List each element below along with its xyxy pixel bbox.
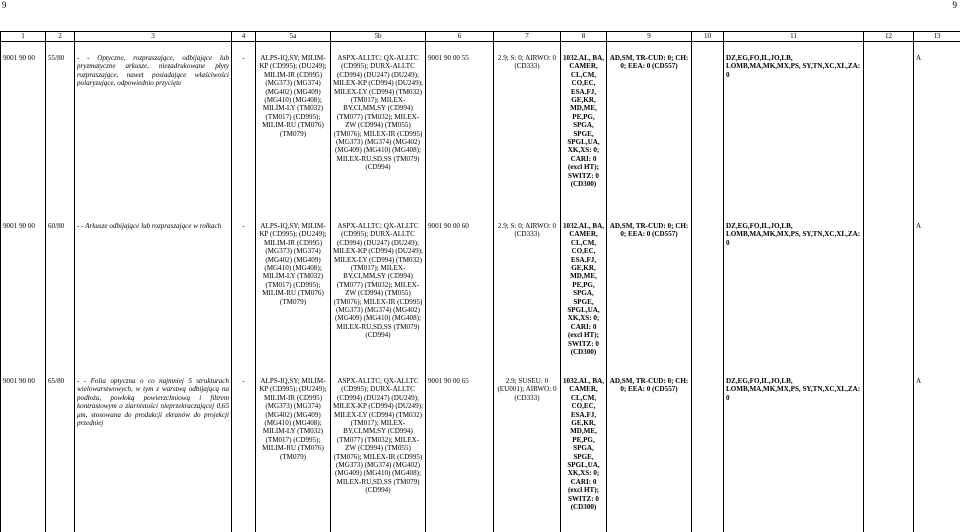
- taric-code: 60/80: [46, 222, 75, 377]
- taric-code: 55/80: [46, 54, 75, 222]
- column-header: 2: [46, 32, 75, 42]
- other-preferences: DZ,EG,FO,IL,JO,LB, LOMB,MA,MK,MX,PS, SY,TN,XC,XL,ZA: 0: [724, 377, 864, 532]
- cn-code: 9001 90 00: [1, 377, 46, 532]
- col12-value: [864, 54, 914, 222]
- import-measures: ALPS-IQ,SY; MILIM-KP (CD995); (DU249); MILIM-IR (CD995) (MG373) (MG374) (MG402) (MG409) (MG410) (MG408); MILIM-LY (TM032) (TM017) (CD995); MILIM-RU (TM076) (TM079): [256, 377, 331, 532]
- col10-value: [692, 54, 724, 222]
- col4-value: -: [232, 54, 256, 222]
- column-header: 4: [232, 32, 256, 42]
- import-measures: ALPS-IQ,SY; MILIM-KP (CD995); (DU249); MILIM-IR (CD995) (MG373) (MG374) (MG402) (MG409) (MG410) (MG408); MILIM-LY (TM032) (TM017) (CD995); MILIM-RU (TM076) (TM079): [256, 222, 331, 377]
- tariff-table: [0, 31, 960, 532]
- other-preferences: DZ,EG,FO,IL,JO,LB, LOMB,MA,MK,MX,PS, SY,TN,XC,XL,ZA: 0: [724, 222, 864, 377]
- cn-code: 9001 90 00: [1, 54, 46, 222]
- export-measures: ASPX-ALLTC; QX-ALLTC (CD995); DURX-ALLTC (CD994) (DU247) (DU249); MILEX-KP (CD994) (DU249); MILEX-LY (CD994) (TM032) (TM017); MILEX-BY,CI,MM,SY (CD994) (TM077) (TM032); MILEX-ZW (CD994) (TM055) (TM076); MILEX-IR (CD995) (MG373) (MG374) (MG402) (MG409) (MG410) (MG408); MILEX-RU,SD,SS (TM079) (CD994): [331, 222, 426, 377]
- table-row: [1, 222, 960, 377]
- col13-value: A: [914, 54, 960, 222]
- duty-rate: 2.9; S: 0; AIRWO: 0 (CD333): [494, 54, 561, 222]
- column-header: 13: [914, 32, 960, 42]
- page-number-left: 9: [2, 0, 7, 10]
- col4-value: -: [232, 222, 256, 377]
- export-measures: ASPX-ALLTC; QX-ALLTC (CD995); DURX-ALLTC (CD994) (DU247) (DU249); MILEX-KP (CD994) (DU249); MILEX-LY (CD994) (TM032) (TM017); MILEX-BY,CI,MM,SY (CD994) (TM077) (TM032); MILEX-ZW (CD994) (TM055) (TM076); MILEX-IR (CD995) (MG373) (MG374) (MG402) (MG409) (MG410) (MG408); MILEX-RU,SD,SS (TM079) (CD994): [331, 54, 426, 222]
- column-header: 9: [607, 32, 692, 42]
- national-code: 9001 90 00 65: [426, 377, 494, 532]
- national-code: 9001 90 00 55: [426, 54, 494, 222]
- column-header-row: [1, 32, 960, 42]
- col10-value: [692, 222, 724, 377]
- col12-value: [864, 377, 914, 532]
- column-header: 10: [692, 32, 724, 42]
- column-header: 5b: [331, 32, 426, 42]
- column-header: 6: [426, 32, 494, 42]
- customs-union-rates: AD,SM, TR-CUD: 0; CH: 0; EEA: 0 (CD557): [607, 377, 692, 532]
- column-header: 1: [1, 32, 46, 42]
- table-row: [1, 54, 960, 222]
- cn-code: 9001 90 00: [1, 222, 46, 377]
- national-code: 9001 90 00 60: [426, 222, 494, 377]
- duty-rate: 2.9; SUSEU: 0 (EU001); AIRWO: 0 (CD333): [494, 377, 561, 532]
- preferential-rates: 1032.AL, BA, CAMER, CL,CM, CO,EC, ESA.FJ, GE,KR, MD,ME, PE,PG, SPGA, SPGE, SPGL,UA, XK,XS: 0; CARI: 0 (excl HT); SWITZ: 0 (CD300): [561, 54, 607, 222]
- column-header: 8: [561, 32, 607, 42]
- goods-description: - - Folia optyczna o co najmniej 5 strukturach wielowarstwowych, w tym z warstwą odbijającą na podłożu, powłoką powierzchniową i filtrem kontrastowym o ziarnistości nieprzekraczającej 0,65 μm, stosowana do produkcji ekranów do projekcji przedniej: [75, 377, 232, 532]
- col4-value: -: [232, 377, 256, 532]
- col13-value: A: [914, 377, 960, 532]
- customs-union-rates: AD,SM, TR-CUD: 0; CH: 0; EEA: 0 (CD557): [607, 54, 692, 222]
- import-measures: ALPS-IQ,SY; MILIM-KP (CD995); (DU249); MILIM-IR (CD995) (MG373) (MG374) (MG402) (MG409) (MG410) (MG408); MILIM-LY (TM032) (TM017) (CD995); MILIM-RU (TM076) (TM079): [256, 54, 331, 222]
- col13-value: A: [914, 222, 960, 377]
- table-row: [1, 377, 960, 532]
- preferential-rates: 1032.AL, BA, CAMER, CL,CM, CO,EC, ESA.FJ, GE,KR, MD,ME, PE,PG, SPGA, SPGE, SPGL,UA, XK,XS: 0; CARI: 0 (excl HT); SWITZ: 0 (CD300): [561, 377, 607, 532]
- duty-rate: 2.9; S: 0; AIRWO: 0 (CD333): [494, 222, 561, 377]
- customs-union-rates: AD,SM, TR-CUD: 0; CH: 0; EEA: 0 (CD557): [607, 222, 692, 377]
- other-preferences: DZ,EG,FO,IL,JO,LB, LOMB,MA,MK,MX,PS, SY,TN,XC,XL,ZA: 0: [724, 54, 864, 222]
- goods-description: - - Optyczne, rozpraszające, odbijające lub pryzmatyczne arkusze, niezadrukowane płyty rozpraszające, nawet posiadające właściwości polaryzujące, odpowiednio przycięte: [75, 54, 232, 222]
- column-header: 12: [864, 32, 914, 42]
- col12-value: [864, 222, 914, 377]
- export-measures: ASPX-ALLTC; QX-ALLTC (CD995); DURX-ALLTC (CD994) (DU247) (DU249); MILEX-KP (CD994) (DU249); MILEX-LY (CD994) (TM032) (TM017); MILEX-BY,CI,MM,SY (CD994) (TM077) (TM032); MILEX-ZW (CD994) (TM055) (TM076); MILEX-IR (CD995) (MG373) (MG374) (MG402) (MG409) (MG410) (MG408); MILEX-RU,SD,SS (TM079) (CD994): [331, 377, 426, 532]
- page-number-right: 9: [953, 0, 958, 10]
- column-header: 5a: [256, 32, 331, 42]
- goods-description: - - Arkusze odbijające lub rozpraszające w rolkach: [75, 222, 232, 377]
- column-header: 11: [724, 32, 864, 42]
- preferential-rates: 1032.AL, BA, CAMER, CL,CM, CO,EC, ESA.FJ, GE,KR, MD,ME, PE,PG, SPGA, SPGE, SPGL,UA, XK,XS: 0; CARI: 0 (excl HT); SWITZ: 0 (CD300): [561, 222, 607, 377]
- column-header: 3: [75, 32, 232, 42]
- taric-code: 65/80: [46, 377, 75, 532]
- column-header: 7: [494, 32, 561, 42]
- col10-value: [692, 377, 724, 532]
